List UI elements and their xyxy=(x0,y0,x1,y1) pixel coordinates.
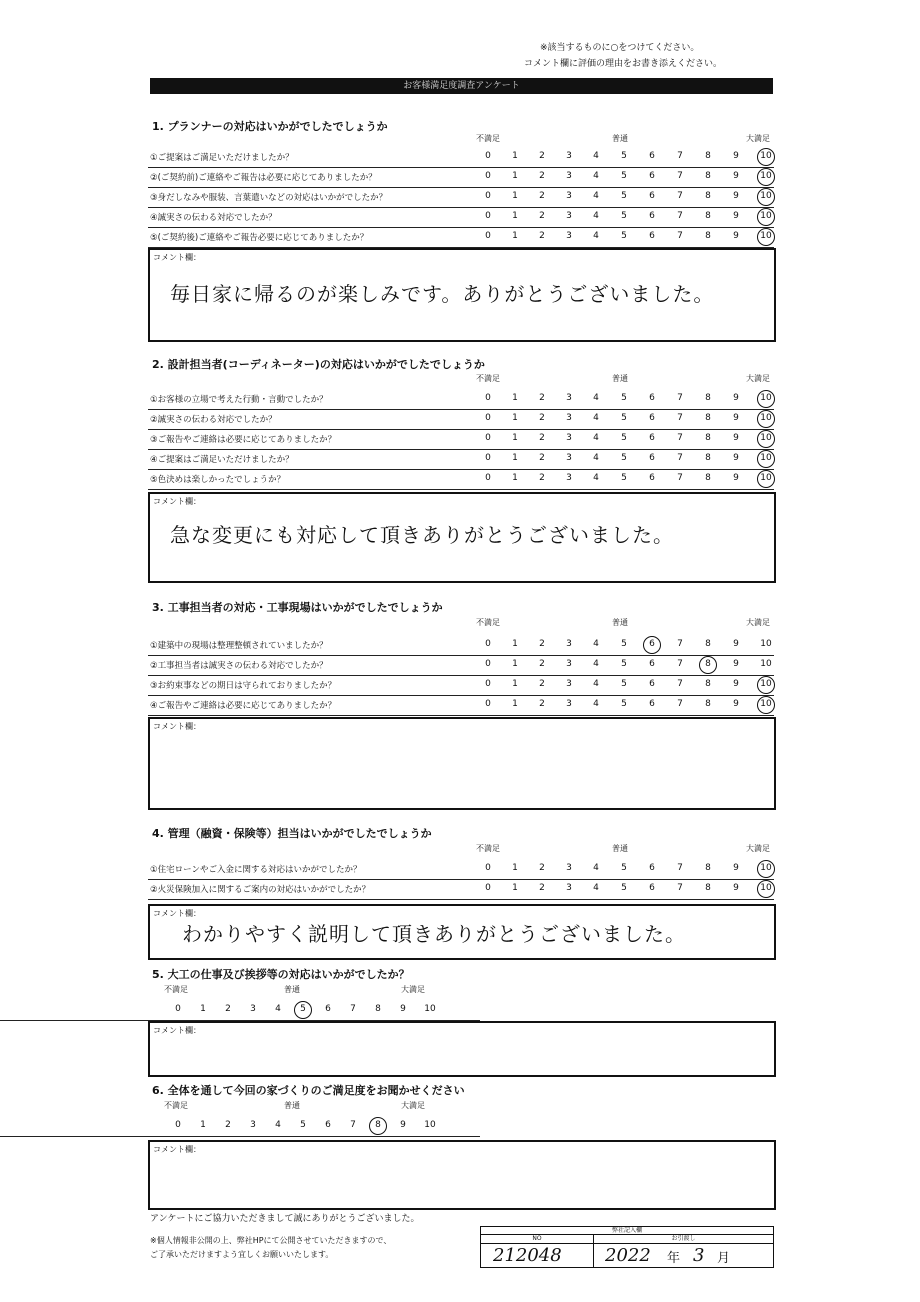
rating-option: 4 xyxy=(593,883,599,893)
question-text: ②工事担当者は誠実さの伝わる対応でしたか？ xyxy=(150,661,328,671)
rating-option: 1 xyxy=(512,679,518,689)
rating-option: 1 xyxy=(512,211,518,221)
rating-option: 3 xyxy=(566,639,572,649)
selected-rating: 10 xyxy=(760,883,772,893)
selected-rating: 10 xyxy=(760,211,772,221)
rating-option: 7 xyxy=(677,863,683,873)
rating-option: 6 xyxy=(649,699,655,709)
rating-row xyxy=(0,1004,480,1021)
rating-option: 3 xyxy=(566,863,572,873)
rating-option: 7 xyxy=(677,639,683,649)
rating-option: 0 xyxy=(485,863,491,873)
rating-option: 2 xyxy=(539,863,545,873)
rating-option: 1 xyxy=(512,433,518,443)
handover-month: 3 xyxy=(693,1245,705,1266)
selected-rating: 5 xyxy=(296,1004,310,1014)
comment-box xyxy=(148,1021,776,1077)
rating-option: 0 xyxy=(485,191,491,201)
rating-option: 7 xyxy=(677,659,683,669)
scale-high-label: 大満足 xyxy=(401,1101,425,1110)
section-title: 4. 管理（融資・保険等）担当はいかがでしたでしょうか xyxy=(152,827,432,840)
rating-option: 1 xyxy=(512,659,518,669)
rating-option: 6 xyxy=(649,191,655,201)
rating-option: 4 xyxy=(593,473,599,483)
question-row xyxy=(148,207,774,228)
rating-option: 1 xyxy=(512,699,518,709)
selected-rating: 10 xyxy=(760,151,772,161)
rating-option: 9 xyxy=(733,151,739,161)
rating-option: 8 xyxy=(705,473,711,483)
rating-option: 1 xyxy=(512,191,518,201)
rating-option: 5 xyxy=(621,433,627,443)
rating-option: 5 xyxy=(621,453,627,463)
scale-low-label: 不満足 xyxy=(476,134,500,143)
question-row xyxy=(148,187,774,208)
rating-option: 9 xyxy=(733,191,739,201)
rating-option: 2 xyxy=(539,151,545,161)
rating-option: 3 xyxy=(566,433,572,443)
rating-option: 8 xyxy=(705,413,711,423)
rating-option: 1 xyxy=(512,231,518,241)
comment-label: コメント欄： xyxy=(153,253,201,262)
rating-option: 5 xyxy=(621,231,627,241)
rating-option: 6 xyxy=(649,883,655,893)
rating-option: 7 xyxy=(677,151,683,161)
comment-box xyxy=(148,717,776,810)
rating-option: 4 xyxy=(593,453,599,463)
rating-option: 9 xyxy=(733,473,739,483)
rating-option: 9 xyxy=(733,413,739,423)
rating-option: 6 xyxy=(649,231,655,241)
rating-option: 0 xyxy=(485,171,491,181)
rating-option: 4 xyxy=(593,639,599,649)
rating-option: 6 xyxy=(649,433,655,443)
rating-option: 4 xyxy=(593,863,599,873)
rating-option: 0 xyxy=(175,1004,181,1014)
rating-option: 3 xyxy=(566,699,572,709)
rating-option: 3 xyxy=(566,393,572,403)
question-text: ②火災保険加入に関するご案内の対応はいかがでしたか？ xyxy=(150,885,371,895)
rating-option: 6 xyxy=(649,413,655,423)
rating-option: 2 xyxy=(539,433,545,443)
scale-high-label: 大満足 xyxy=(401,985,425,994)
question-text: ①住宅ローンやご入金に関する対応はいかがでしたか？ xyxy=(150,865,362,875)
rating-option: 9 xyxy=(733,171,739,181)
rating-option: 2 xyxy=(539,171,545,181)
rating-option: 7 xyxy=(350,1004,356,1014)
rating-option: 1 xyxy=(512,473,518,483)
rating-option: 3 xyxy=(250,1120,256,1130)
scale-low-label: 不満足 xyxy=(476,374,500,383)
handwritten-comment: 毎日家に帰るのが楽しみです。ありがとうございました。 xyxy=(170,282,715,306)
handwritten-comment: わかりやすく説明して頂きありがとうございました。 xyxy=(182,922,686,946)
rating-option: 2 xyxy=(539,699,545,709)
question-text: ⑤色決めは楽しかったでしょうか？ xyxy=(150,475,286,485)
rating-option: 9 xyxy=(733,883,739,893)
question-row xyxy=(148,675,774,696)
rating-option: 2 xyxy=(539,231,545,241)
customer-no: 212048 xyxy=(493,1245,562,1266)
rating-option: 4 xyxy=(275,1120,281,1130)
month-unit: 月 xyxy=(717,1251,731,1266)
rating-option: 1 xyxy=(512,171,518,181)
selected-rating: 10 xyxy=(760,191,772,201)
rating-option: 5 xyxy=(621,699,627,709)
handwritten-comment: 急な変更にも対応して頂きありがとうございました。 xyxy=(170,523,674,547)
selected-rating: 10 xyxy=(760,433,772,443)
rating-option: 9 xyxy=(400,1120,406,1130)
rating-option: 6 xyxy=(649,171,655,181)
question-text: ③身だしなみや服装、言葉遣いなどの対応はいかがでしたか？ xyxy=(150,193,388,203)
rating-option: 5 xyxy=(621,659,627,669)
scale-high-label: 大満足 xyxy=(746,618,770,627)
rating-option: 4 xyxy=(593,171,599,181)
rating-option: 2 xyxy=(539,639,545,649)
rating-option: 8 xyxy=(705,211,711,221)
rating-option: 5 xyxy=(621,191,627,201)
rating-option: 7 xyxy=(350,1120,356,1130)
header-note-1: ※該当するものに○をつけてください。 xyxy=(540,43,700,53)
rating-option: 3 xyxy=(566,231,572,241)
rating-option: 6 xyxy=(649,211,655,221)
rating-option: 8 xyxy=(705,679,711,689)
comment-box xyxy=(148,904,776,960)
selected-rating: 10 xyxy=(760,863,772,873)
scale-mid-label: 普通 xyxy=(284,1101,300,1110)
rating-row xyxy=(0,1120,480,1137)
rating-option: 0 xyxy=(485,433,491,443)
comment-box xyxy=(148,492,776,583)
section-title: 6. 全体を通して今回の家づくりのご満足度をお聞かせください xyxy=(152,1084,465,1097)
rating-option: 3 xyxy=(566,151,572,161)
selected-rating: 10 xyxy=(760,699,772,709)
scale-low-label: 不満足 xyxy=(476,618,500,627)
rating-option: 7 xyxy=(677,473,683,483)
rating-option: 2 xyxy=(539,211,545,221)
section-title: 2. 設計担当者(コーディネーター)の対応はいかがでしたでしょうか xyxy=(152,358,485,371)
rating-option: 5 xyxy=(621,473,627,483)
office-use-table xyxy=(480,1226,774,1268)
rating-option: 3 xyxy=(566,171,572,181)
question-text: ④ご報告やご連絡は必要に応じてありましたか？ xyxy=(150,701,337,711)
rating-option: 0 xyxy=(485,211,491,221)
rating-option: 1 xyxy=(512,393,518,403)
selected-rating: 10 xyxy=(760,453,772,463)
rating-option: 1 xyxy=(512,453,518,463)
rating-option: 7 xyxy=(677,679,683,689)
rating-option: 10 xyxy=(424,1120,436,1130)
rating-option: 7 xyxy=(677,433,683,443)
rating-option: 1 xyxy=(200,1120,206,1130)
rating-option: 3 xyxy=(566,473,572,483)
comment-label: コメント欄： xyxy=(153,1145,201,1154)
scale-mid-label: 普通 xyxy=(612,618,628,627)
question-text: ③お約束事などの期日は守られておりましたか？ xyxy=(150,681,337,691)
question-row xyxy=(148,859,774,880)
rating-option: 4 xyxy=(593,413,599,423)
rating-option: 3 xyxy=(566,659,572,669)
scale-low-label: 不満足 xyxy=(476,844,500,853)
rating-option: 0 xyxy=(485,413,491,423)
rating-option: 4 xyxy=(593,433,599,443)
survey-title-bar: お客様満足度調査アンケート xyxy=(150,78,773,94)
question-text: ④ご提案はご満足いただけましたか？ xyxy=(150,455,294,465)
rating-option: 4 xyxy=(275,1004,281,1014)
rating-option: 7 xyxy=(677,453,683,463)
rating-option: 8 xyxy=(705,393,711,403)
rating-option: 9 xyxy=(733,231,739,241)
rating-option: 6 xyxy=(649,679,655,689)
rating-option: 3 xyxy=(566,883,572,893)
rating-option: 9 xyxy=(733,393,739,403)
rating-option: 9 xyxy=(733,639,739,649)
rating-option: 0 xyxy=(485,659,491,669)
rating-option: 5 xyxy=(621,863,627,873)
section-title: 3. 工事担当者の対応・工事現場はいかがでしたでしょうか xyxy=(152,601,443,614)
rating-option: 3 xyxy=(566,413,572,423)
rating-option: 2 xyxy=(225,1004,231,1014)
selected-rating: 10 xyxy=(760,393,772,403)
rating-option: 0 xyxy=(485,883,491,893)
question-text: ①お客様の立場で考えた行動・言動でしたか？ xyxy=(150,395,328,405)
rating-option: 8 xyxy=(705,863,711,873)
comment-label: コメント欄： xyxy=(153,909,201,918)
rating-option: 8 xyxy=(375,1004,381,1014)
handover-column-label: お引渡し xyxy=(594,1235,773,1244)
rating-option: 4 xyxy=(593,699,599,709)
rating-option: 3 xyxy=(566,453,572,463)
rating-option: 9 xyxy=(733,659,739,669)
rating-option: 9 xyxy=(733,211,739,221)
selected-rating: 8 xyxy=(701,659,715,669)
rating-option: 7 xyxy=(677,231,683,241)
rating-option: 0 xyxy=(485,453,491,463)
rating-option: 5 xyxy=(621,171,627,181)
selected-rating: 10 xyxy=(760,231,772,241)
rating-option: 10 xyxy=(760,639,772,649)
rating-option: 0 xyxy=(485,699,491,709)
rating-option: 1 xyxy=(512,413,518,423)
rating-option: 8 xyxy=(705,883,711,893)
rating-option: 6 xyxy=(649,659,655,669)
section-title: 1. プランナーの対応はいかがでしたでしょうか xyxy=(152,120,388,133)
scale-mid-label: 普通 xyxy=(612,374,628,383)
rating-option: 6 xyxy=(325,1120,331,1130)
selected-rating: 10 xyxy=(760,171,772,181)
question-text: ①ご提案はご満足いただけましたか？ xyxy=(150,153,294,163)
rating-option: 4 xyxy=(593,231,599,241)
comment-box xyxy=(148,248,776,342)
question-row xyxy=(148,227,774,248)
question-text: ②(ご契約前)ご連絡やご報告は必要に応じてありましたか？ xyxy=(150,173,377,183)
rating-option: 0 xyxy=(485,393,491,403)
comment-box xyxy=(148,1140,776,1210)
rating-option: 0 xyxy=(485,679,491,689)
rating-option: 2 xyxy=(539,883,545,893)
rating-option: 2 xyxy=(539,679,545,689)
question-text: ⑤(ご契約後)ご連絡やご報告必要に応じてありましたか？ xyxy=(150,233,369,243)
question-row xyxy=(148,409,774,430)
rating-option: 1 xyxy=(512,863,518,873)
rating-option: 4 xyxy=(593,151,599,161)
rating-option: 10 xyxy=(424,1004,436,1014)
rating-option: 8 xyxy=(705,231,711,241)
rating-option: 0 xyxy=(485,231,491,241)
rating-option: 7 xyxy=(677,171,683,181)
rating-option: 8 xyxy=(705,699,711,709)
rating-option: 4 xyxy=(593,191,599,201)
question-row xyxy=(148,469,774,490)
scale-high-label: 大満足 xyxy=(746,134,770,143)
rating-option: 4 xyxy=(593,659,599,669)
rating-option: 6 xyxy=(649,151,655,161)
rating-option: 5 xyxy=(300,1120,306,1130)
rating-option: 9 xyxy=(733,699,739,709)
rating-option: 3 xyxy=(250,1004,256,1014)
rating-option: 5 xyxy=(621,413,627,423)
header-note-2: コメント欄に評価の理由をお書き添えください。 xyxy=(524,59,723,69)
rating-option: 6 xyxy=(649,863,655,873)
rating-option: 5 xyxy=(621,151,627,161)
rating-option: 7 xyxy=(677,699,683,709)
selected-rating: 6 xyxy=(645,639,659,649)
question-row xyxy=(148,389,774,410)
rating-option: 7 xyxy=(677,883,683,893)
selected-rating: 10 xyxy=(760,413,772,423)
rating-option: 2 xyxy=(225,1120,231,1130)
footer-privacy-2: ご了承いただけますよう宜しくお願いいたします。 xyxy=(150,1250,334,1259)
selected-rating: 10 xyxy=(760,473,772,483)
rating-option: 9 xyxy=(733,453,739,463)
rating-option: 4 xyxy=(593,393,599,403)
rating-option: 4 xyxy=(593,679,599,689)
question-text: ④誠実さの伝わる対応でしたか？ xyxy=(150,213,277,223)
rating-option: 7 xyxy=(677,413,683,423)
rating-option: 7 xyxy=(677,393,683,403)
question-row xyxy=(148,695,774,716)
rating-option: 9 xyxy=(400,1004,406,1014)
rating-option: 3 xyxy=(566,191,572,201)
rating-option: 4 xyxy=(593,211,599,221)
footer-thanks: アンケートにご協力いただきまして誠にありがとうございました。 xyxy=(150,1214,420,1224)
rating-option: 5 xyxy=(621,639,627,649)
rating-option: 2 xyxy=(539,453,545,463)
scale-high-label: 大満足 xyxy=(746,844,770,853)
rating-option: 3 xyxy=(566,679,572,689)
question-row xyxy=(148,635,774,656)
rating-option: 2 xyxy=(539,393,545,403)
comment-label: コメント欄： xyxy=(153,497,201,506)
rating-option: 6 xyxy=(649,453,655,463)
rating-option: 2 xyxy=(539,659,545,669)
rating-option: 5 xyxy=(621,679,627,689)
rating-option: 1 xyxy=(512,151,518,161)
rating-option: 2 xyxy=(539,473,545,483)
rating-option: 1 xyxy=(512,639,518,649)
scale-low-label: 不満足 xyxy=(164,1101,188,1110)
rating-option: 7 xyxy=(677,191,683,201)
rating-option: 5 xyxy=(621,393,627,403)
handover-year: 2022 xyxy=(605,1245,651,1266)
office-use-header: 弊社記入欄 xyxy=(481,1227,773,1235)
rating-option: 0 xyxy=(485,151,491,161)
rating-option: 8 xyxy=(705,171,711,181)
rating-option: 5 xyxy=(621,211,627,221)
comment-label: コメント欄： xyxy=(153,722,201,731)
comment-label: コメント欄： xyxy=(153,1026,201,1035)
question-row xyxy=(148,147,774,168)
footer-privacy-1: ※個人情報非公開の上、弊社HPにて公開させていただきますので、 xyxy=(150,1236,392,1245)
scale-mid-label: 普通 xyxy=(284,985,300,994)
rating-option: 6 xyxy=(325,1004,331,1014)
rating-option: 1 xyxy=(200,1004,206,1014)
year-unit: 年 xyxy=(667,1251,681,1266)
scale-mid-label: 普通 xyxy=(612,844,628,853)
question-row xyxy=(148,655,774,676)
section-title: 5. 大工の仕事及び挨拶等の対応はいかがでしたか？ xyxy=(152,968,410,981)
selected-rating: 8 xyxy=(371,1120,385,1130)
rating-option: 0 xyxy=(485,473,491,483)
scale-high-label: 大満足 xyxy=(746,374,770,383)
rating-option: 8 xyxy=(705,433,711,443)
scale-low-label: 不満足 xyxy=(164,985,188,994)
rating-option: 9 xyxy=(733,433,739,443)
rating-option: 5 xyxy=(621,883,627,893)
rating-option: 2 xyxy=(539,191,545,201)
rating-option: 3 xyxy=(566,211,572,221)
rating-option: 6 xyxy=(649,393,655,403)
rating-option: 8 xyxy=(705,453,711,463)
rating-option: 9 xyxy=(733,679,739,689)
scale-mid-label: 普通 xyxy=(612,134,628,143)
rating-option: 8 xyxy=(705,151,711,161)
rating-option: 1 xyxy=(512,883,518,893)
rating-option: 8 xyxy=(705,191,711,201)
question-text: ②誠実さの伝わる対応でしたか？ xyxy=(150,415,277,425)
rating-option: 7 xyxy=(677,211,683,221)
rating-option: 9 xyxy=(733,863,739,873)
question-row xyxy=(148,449,774,470)
rating-option: 2 xyxy=(539,413,545,423)
question-row xyxy=(148,879,774,900)
rating-option: 0 xyxy=(175,1120,181,1130)
rating-option: 10 xyxy=(760,659,772,669)
question-row xyxy=(148,429,774,450)
selected-rating: 10 xyxy=(760,679,772,689)
question-text: ③ご報告やご連絡は必要に応じてありましたか？ xyxy=(150,435,337,445)
no-column-label: NO xyxy=(481,1235,594,1244)
rating-option: 6 xyxy=(649,473,655,483)
question-row xyxy=(148,167,774,188)
rating-option: 0 xyxy=(485,639,491,649)
rating-option: 8 xyxy=(705,639,711,649)
question-text: ①建築中の現場は整理整頓されていましたか？ xyxy=(150,641,328,651)
